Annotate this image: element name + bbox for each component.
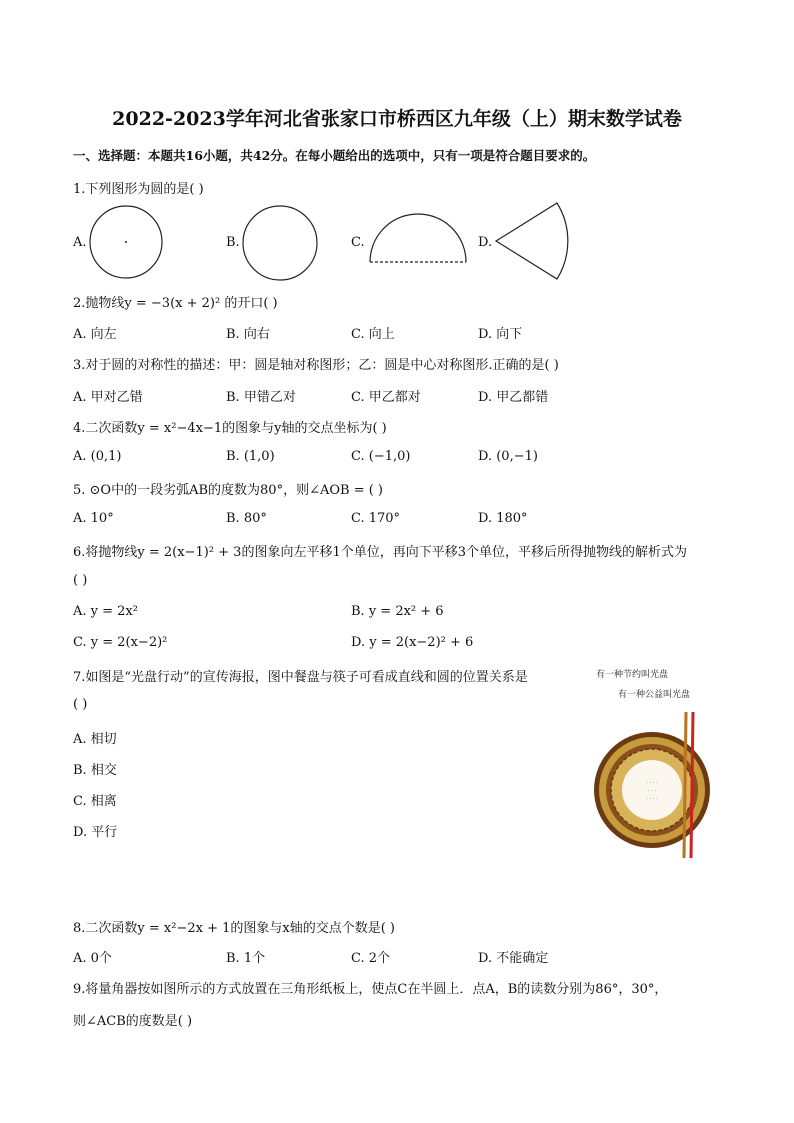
svg-text:· · ·: · · · [648,788,656,794]
question-6-stem-line1: 6.将抛物线y = 2(x−1)² + 3的图象向左平移1个单位，再向下平移3个单位，平移后所得抛物线的解析式为 [73,545,687,560]
q3-option-c: C. 甲乙都对 [351,390,421,405]
q6-option-a: A. y = 2x² [73,604,138,619]
q1-figure-d-sector [494,200,574,282]
q6-option-d: D. y = 2(x−2)² + 6 [351,635,474,650]
question-9-stem-line1: 9.将量角器按如图所示的方式放置在三角形纸板上，使点C在半圆上．点A，B的读数分别为86°，30°， [73,982,668,997]
q5-option-b: B. 80° [226,511,267,526]
q2-option-d: D. 向下 [478,327,523,342]
question-3-stem: 3.对于圆的对称性的描述：甲：圆是轴对称图形；乙：圆是中心对称图形.正确的是( ) [73,358,559,373]
question-2-stem: 2.抛物线y = −3(x + 2)² 的开口( ) [73,296,278,311]
q2-option-a: A. 向左 [73,327,117,342]
q5-option-c: C. 170° [351,511,401,526]
q8-option-b: B. 1个 [226,951,266,966]
q3-option-b: B. 甲错乙对 [226,390,296,405]
q3-option-a: A. 甲对乙错 [73,390,143,405]
page-title: 2022-2023学年河北省张家口市桥西区九年级（上）期末数学试卷 [112,108,682,130]
question-5-stem: 5. ⊙O中的一段劣弧AB的度数为80°，则∠AOB = ( ) [73,483,383,498]
question-7-stem-line2: ( ) [73,697,88,712]
q1-figure-a-circle-with-center [88,204,166,282]
q7-option-a: A. 相切 [73,732,117,747]
q1-option-b: B. [226,235,240,250]
question-4-stem: 4.二次函数y = x²−4x−1的图象与y轴的交点坐标为( ) [73,421,387,436]
q4-option-d: D. (0,−1) [478,449,538,464]
q8-option-c: C. 2个 [351,951,391,966]
svg-text:· · · ·: · · · · [646,780,658,786]
q4-option-a: A. (0,1) [73,449,122,464]
poster-slogan-2: 有一种公益叫光盘 [618,690,691,700]
q1-option-a: A. [73,235,87,250]
q2-option-b: B. 向右 [226,327,270,342]
q5-option-a: A. 10° [73,511,114,526]
q2-option-c: C. 向上 [351,327,395,342]
question-1-stem: 1.下列图形为圆的是( ) [73,182,204,197]
plate-and-chopsticks-icon [592,710,724,860]
q7-option-c: C. 相离 [73,794,117,809]
q8-option-a: A. 0个 [73,951,112,966]
question-9-stem-line2: 则∠ACB的度数是( ) [73,1014,193,1029]
q5-option-d: D. 180° [478,511,528,526]
q6-option-c: C. y = 2(x−2)² [73,635,168,650]
clean-plate-poster-image [592,665,724,860]
svg-text:· · · ·: · · · · [646,796,658,802]
q4-option-b: B. (1,0) [226,449,275,464]
q7-option-d: D. 平行 [73,825,118,840]
q1-figure-c-semicircle [366,212,470,266]
q4-option-c: C. (−1,0) [351,449,411,464]
q1-figure-b-circle [240,203,320,283]
question-7-stem-line1: 7.如图是“光盘行动”的宣传海报，图中餐盘与筷子可看成直线和圆的位置关系是 [73,670,528,685]
q1-option-c: C. [351,235,365,250]
q3-option-d: D. 甲乙都错 [478,390,549,405]
poster-slogan-1: 有一种节约叫光盘 [596,670,669,680]
question-6-stem-line2: ( ) [73,573,88,588]
q6-option-b: B. y = 2x² + 6 [351,604,444,619]
q8-option-d: D. 不能确定 [478,951,549,966]
section-heading: 一、选择题：本题共16小题，共42分。在每小题给出的选项中，只有一项是符合题目要求的。 [73,148,596,163]
q1-option-d: D. [478,235,493,250]
q7-option-b: B. 相交 [73,763,117,778]
question-8-stem: 8.二次函数y = x²−2x + 1的图象与x轴的交点个数是( ) [73,921,395,936]
